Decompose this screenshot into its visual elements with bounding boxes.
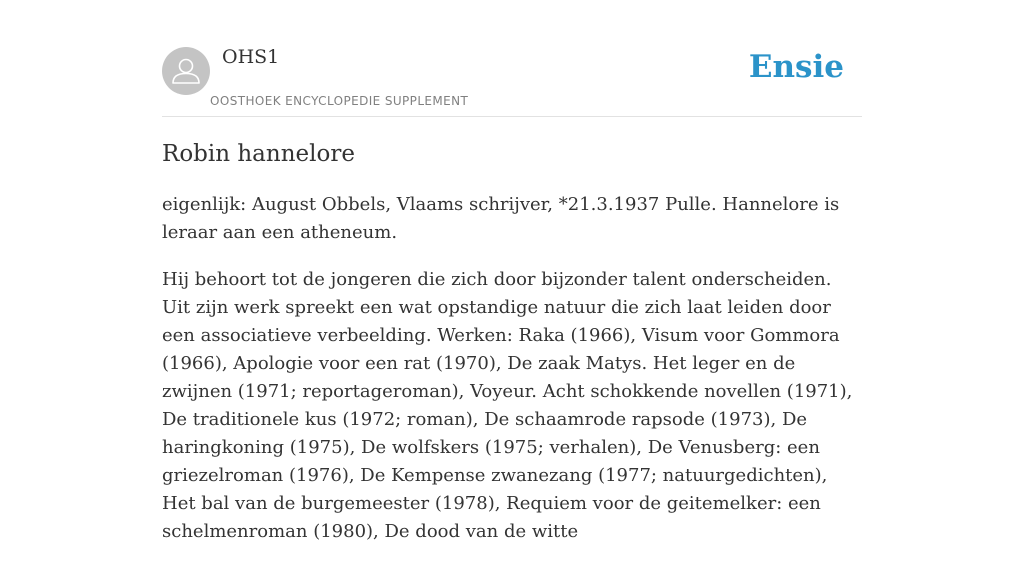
source-name[interactable]: OHS1 — [222, 46, 280, 68]
article-paragraph-intro: eigenlijk: August Obbels, Vlaams schrijver, *21.3.1937 Pulle. Hannelore is leraar aan een atheneum. — [162, 194, 840, 243]
article-body — [162, 138, 864, 565]
ensie-logo[interactable]: Ensie — [748, 49, 844, 85]
source-avatar[interactable] — [162, 47, 210, 95]
user-silhouette-icon — [162, 47, 210, 95]
article-paragraph-works: Hij behoort tot de jongeren die zich door bijzonder talent onderscheiden. Uit zijn werk spreekt een wat opstandige natuur die zich laat leiden door een associatieve verbeelding. Werken: Raka (1966), Visum voor Gommora (1966), Apologie voor een rat (1970), De zaak Matys. Het leger en de zwijnen (1971; reportageroman), Voyeur. Acht schokkende novellen (1971), De traditionele kus (1972; roman), De schaamrode rapsode (1973), De haringkoning (1975), De wolfskers (1975; verhalen), De Venusberg: een griezelroman (1976), De Kempense zwanezang (1977; natuurgedichten), Het bal van de burgemeester (1978), Requiem voor de geitemelker: een schelmenroman (1980), De dood van de witte — [162, 269, 853, 542]
article-header — [162, 44, 862, 117]
article-title: Robin hannelore — [162, 141, 355, 167]
source-subtitle[interactable]: OOSTHOEK ENCYCLOPEDIE SUPPLEMENT — [210, 94, 469, 108]
